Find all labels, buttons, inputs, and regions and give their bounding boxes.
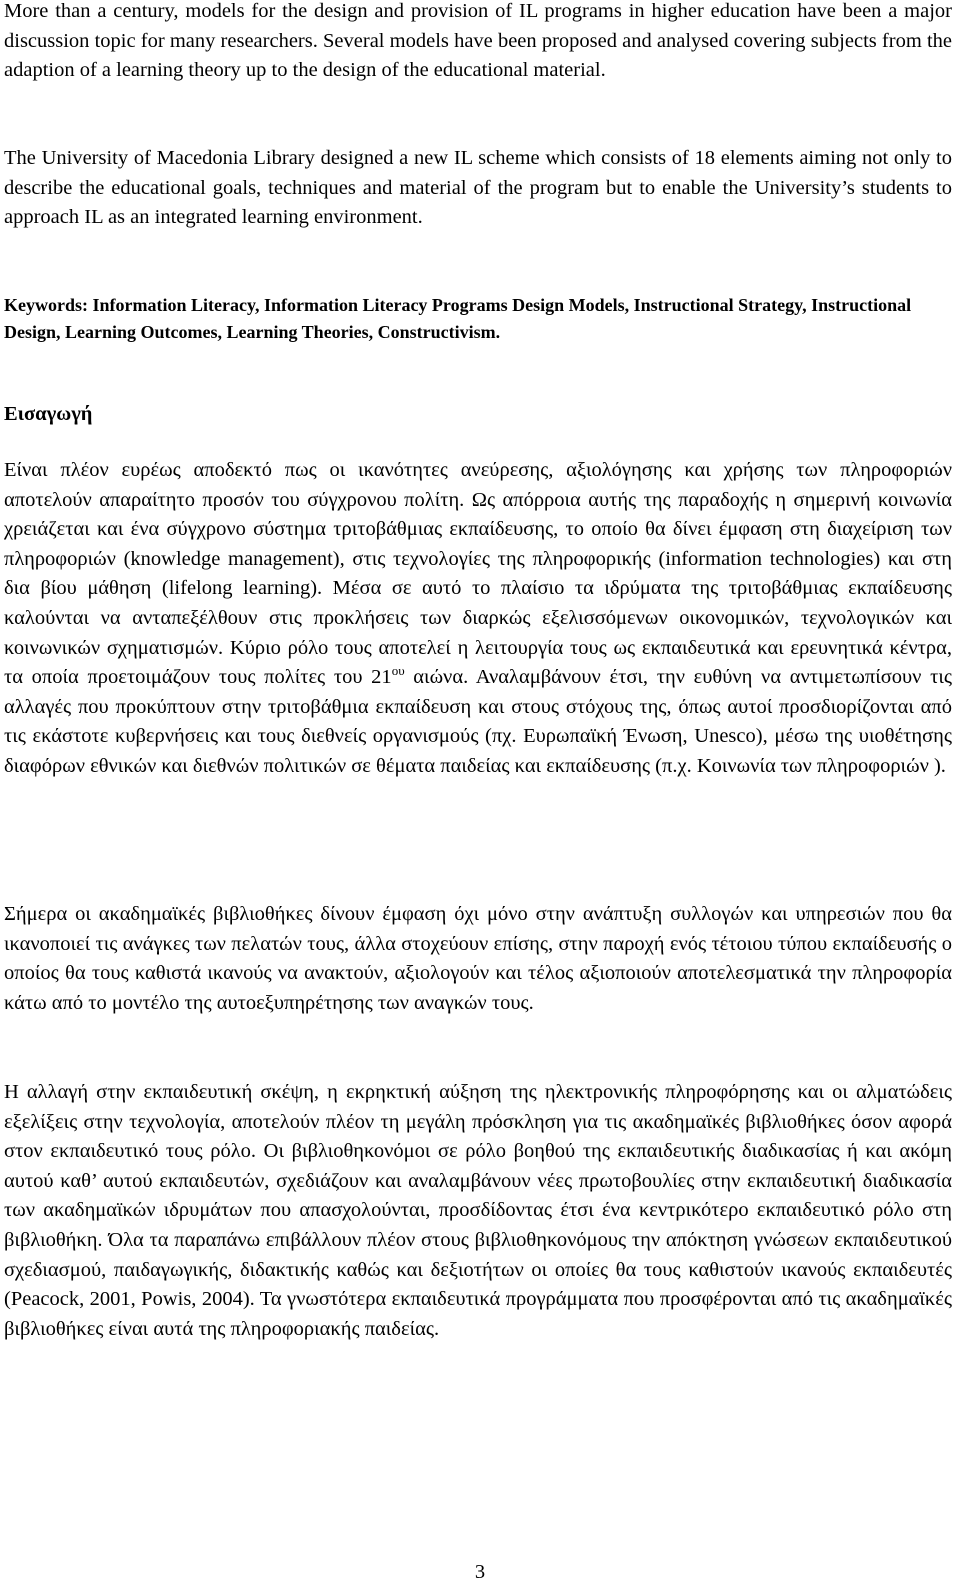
section-heading-introduction: Εισαγωγή: [4, 403, 93, 425]
page-number: 3: [474, 1561, 486, 1583]
abstract-paragraph-2: The University of Macedonia Library designed a new IL scheme which consists of 18 elements aiming not only to describe the educational goals, techniques and material of the program but to enable the University’s students to approach IL as an integrated learning environment.: [4, 147, 952, 229]
introduction-paragraph-3: Η αλλαγή στην εκπαιδευτική σκέψη, η εκρηκτική αύξηση της ηλεκτρονικής πληροφόρησης και οι αλματώδεις εξελίξεις στην τεχνολογία, αποτελούν πλέον τη μεγάλη πρόσκληση για τις ακαδημαϊκές βιβλιοθήκες όσον αφορά στον εκπαιδευτικό τους ρόλο. Οι βιβλιοθηκονόμοι σε ρόλο βοηθού της εκπαιδευτικής διαδικασίας ή και ακόμη αυτού καθ’ αυτού εκπαιδευτών, σχεδιάζουν και αναλαμβάνουν νέες πρωτοβουλίες στην εκπαιδευτική διαδικασία των ακαδημαϊκών ιδρυμάτων που απασχολούνται, προσδίδοντας έτσι ένα κεντρικότερο εκπαιδευτικό ρόλο στη βιβλιοθήκη. Όλα τα παραπάνω επιβάλλουν πλέον στους βιβλιοθηκονόμους την απόκτηση γνώσεων εκπαιδευτικού σχεδιασμού, παιδαγωγικής, διδακτικής καθώς και δεξιοτήτων οι οποίες θα τους καθιστούν ικανούς εκπαιδευτές (Peacock, 2001, Powis, 2004). Τα γνωστότερα εκπαιδευτικά προγράμματα που προσφέρονται από τις ακαδημαϊκές βιβλιοθήκες είναι αυτά της πληροφοριακής παιδείας.: [4, 1081, 952, 1340]
introduction-paragraph-2: Σήμερα οι ακαδημαϊκές βιβλιοθήκες δίνουν έμφαση όχι μόνο στην ανάπτυξη συλλογών και υπηρεσιών που θα ικανοποιεί τις ανάγκες των πελατών τους, άλλα στοχεύουν επίσης, στην παροχή ενός τέτοιου τύπου εκπαίδευσής ο οποίος θα τους καθιστά ικανούς να ανακτούν, αξιολογούν και τέλος αξιοποιούν αποτελεσματικά την πληροφορία κάτω από το μοντέλο της αυτοεξυπηρέτησης των αναγκών τους.: [4, 903, 952, 1014]
abstract-paragraph-1: More than a century, models for the design and provision of IL programs in higher education have been a major discussion topic for many researchers. Several models have been proposed and analysed covering subjects from the adaption of a learning theory up to the design of the educational material.: [4, 0, 952, 82]
introduction-paragraph-1-text-a: Είναι πλέον ευρέως αποδεκτό πως οι ικανότητες ανεύρεσης, αξιολόγησης και χρήσης των πληροφοριών αποτελούν απαραίτητο προσόν του σύγχρονου πολίτη. Ως απόρροια αυτής της παραδοχής η σημερινή κοινωνία χρειάζεται και ένα σύγχρονο σύστημα τριτοβάθμιας εκπαίδευσης, το οποίο θα δίνει έμφαση στη διαχείριση των πληροφοριών (knowledge management), στις τεχνολογίες της πληροφορικής (information technologies) και στη δια βίου μάθηση (lifelong learning). Μέσα σε αυτό το πλαίσιο τα ιδρύματα της τριτοβάθμιας εκπαίδευσης καλούνται να ανταπεξέλθουν στις προκλήσεις των διαρκώς εξελισσόμενων οικονομικών, τεχνολογικών και κοινωνικών σχηματισμών. Κύριο ρόλο τους αποτελεί η λειτουργία τους ως εκπαιδευτικά και ερευνητικά κέντρα, τα οποία προετοιμάζουν τους πολίτες του 21: [4, 459, 952, 689]
introduction-paragraph-1-text-b: αιώνα. Αναλαμβάνουν έτσι, την ευθύνη να αντιμετωπίσουν τις αλλαγές που προκύπτουν στην τριτοβάθμια εκπαίδευση και στους στόχους της, όπως αυτοί προσδιορίζονται από τις εκάστοτε κυβερνήσεις και τους διεθνείς οργανισμούς (πχ. Ευρωπαϊκή Ένωση, Unesco), μέσω της υιοθέτησης διαφόρων εθνικών και διεθνών πολιτικών σε θέματα παιδείας και εκπαίδευσης (π.χ. Κοινωνία των πληροφοριών ).: [4, 666, 952, 777]
ordinal-superscript: ου: [391, 663, 405, 679]
introduction-paragraph-1: [4, 456, 952, 782]
keywords-paragraph: Keywords: Information Literacy, Information Literacy Programs Design Models, Instructional Strategy, Instructional Design, Learning Outcomes, Learning Theories, Constructivism.: [4, 295, 912, 342]
